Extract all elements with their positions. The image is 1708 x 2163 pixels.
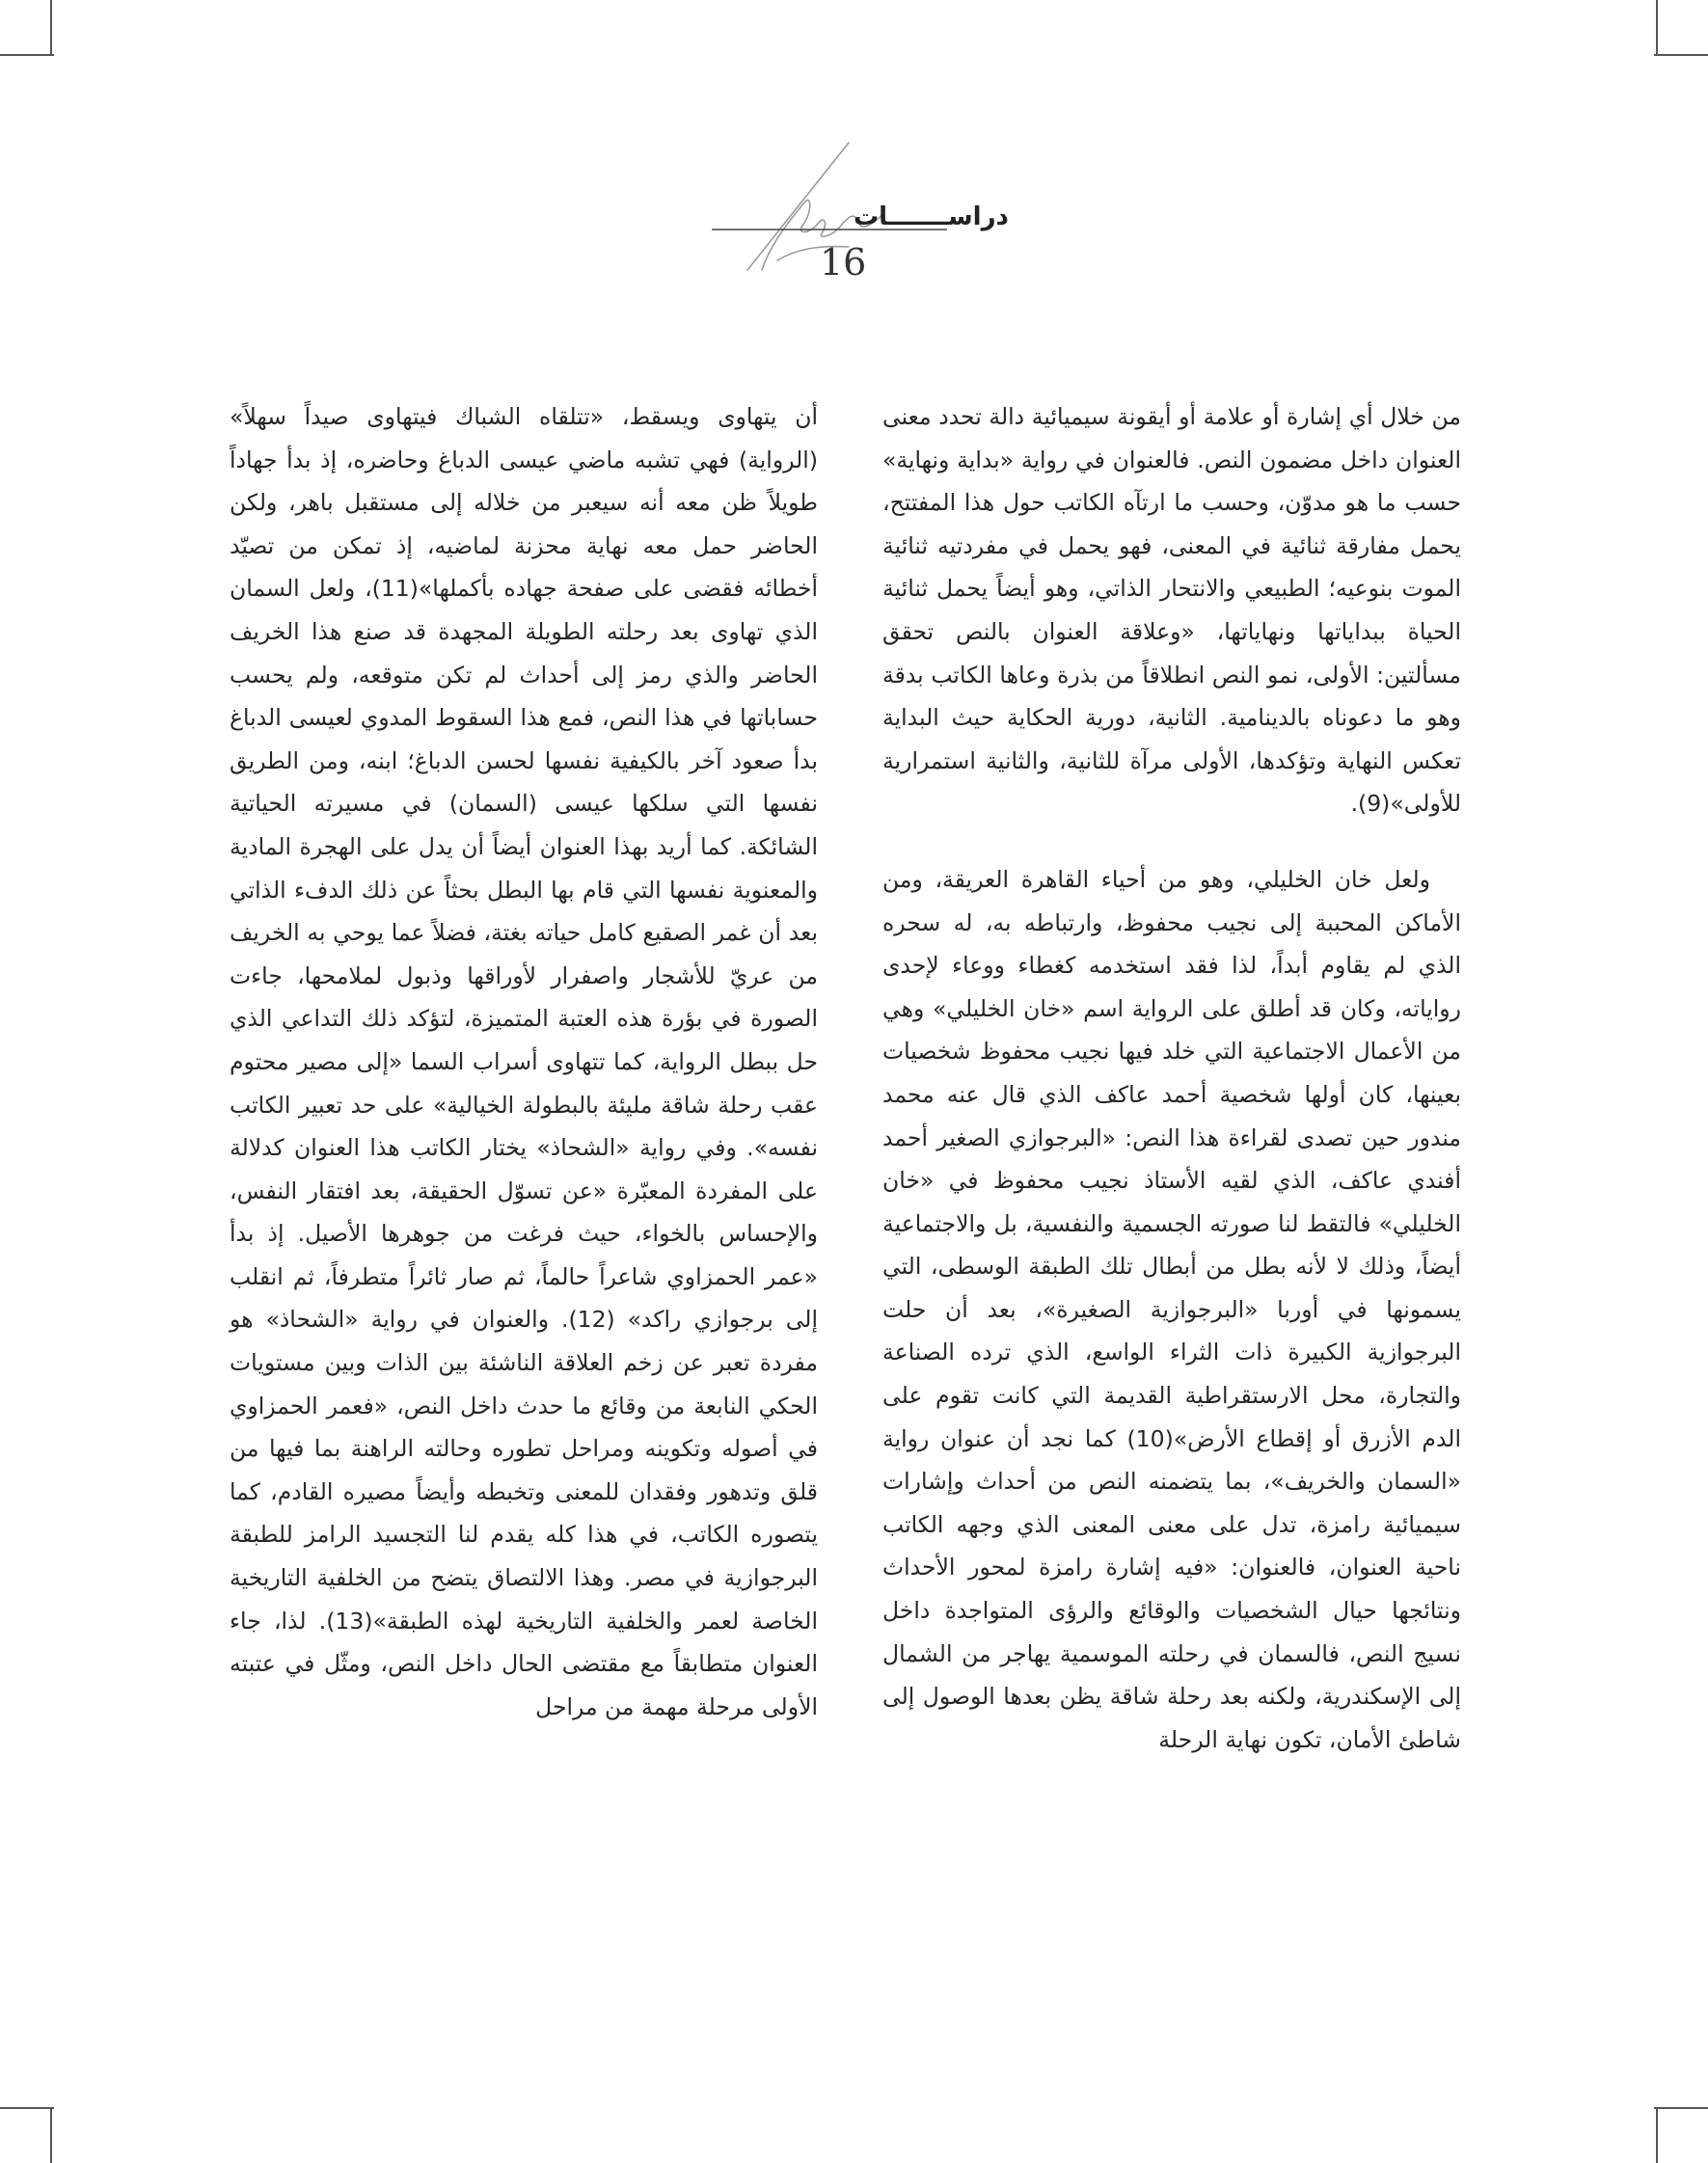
- page-number: 16: [820, 241, 867, 284]
- crop-mark: [1654, 54, 1708, 56]
- text-column-right: [882, 395, 1461, 1761]
- text-column-left: [230, 395, 818, 1728]
- crop-mark: [50, 0, 52, 56]
- paragraph: من خلال أي إشارة أو علامة أو أيقونة سيميائية دالة تحدد معنى العنوان داخل مضمون النص. فالعنوان في رواية «بداية ونهاية» حسب ما هو مدوّن، وحسب ما ارتآه الكاتب حول هذا المفتتح، يحمل مفارقة ثنائية في المعنى، فهو يحمل في مفردتيه ثنائية الموت بنوعيه؛ الطبيعي والانتحار الذاتي، وهو أيضاً يحمل ثنائية الحياة ببداياتها ونهاياتها، «وعلاقة العنوان بالنص تحقق مسألتين: الأولى، نمو النص انطلاقاً من بذرة وعاها الكاتب بدقة وهو ما دعوناه بالدينامية. الثانية، دورية الحكاية حيث البداية تعكس النهاية وتؤكدها، الأولى مرآة للثانية، والثانية استمرارية للأولى»(9).: [882, 403, 1461, 818]
- page-header: [675, 125, 1009, 289]
- crop-mark: [50, 2107, 52, 2163]
- section-label: دراســـــــات: [854, 203, 1009, 231]
- crop-mark: [0, 54, 54, 56]
- crop-mark: [1656, 2107, 1658, 2163]
- paragraph: أن يتهاوى ويسقط، «تتلقاه الشباك فيتهاوى صيداً سهلاً» (الرواية) فهي تشبه ماضي عيسى الدباغ وحاضره، إذ بدأ جهاداً طويلاً ظن معه أنه سيعبر من خلاله إلى مستقبل باهر، ولكن الحاضر حمل معه نهاية محزنة لماضيه، إذ تمكن من تصيّد أخطائه فقضى على صفحة جهاده بأكملها»(11)، ولعل السمان الذي تهاوى بعد رحلته الطويلة المجهدة قد صنع هذا الخريف الحاضر والذي رمز إلى أحداث لم تكن متوقعه، ولم يحسب حساباتها في هذا النص، فمع هذا السقوط المدوي لعيسى الدباغ بدأ صعود آخر بالكيفية نفسها لحسن الدباغ؛ ابنه، ومن الطريق نفسها التي سلكها عيسى (السمان) في مسيرته الحياتية الشائكة. كما أريد بهذا العنوان أيضاً أن يدل على الهجرة المادية والمعنوية نفسها التي قام بها البطل بحثاً عن ذلك الدفء الذاتي بعد أن غمر الصقيع كامل حياته بغتة، فضلاً عما يوحي به الخريف من عريّ للأشجار واصفرار لأوراقها وذبول لملامحها، جاءت الصورة في بؤرة هذه العتبة المتميزة، لتؤكد ذلك التداعي الذي حل ببطل الرواية، كما تتهاوى أسراب السما «إلى مصير محتوم عقب رحلة شاقة مليئة بالبطولة الخيالية» على حد تعبير الكاتب نفسه». وفي رواية «الشحاذ» يختار الكاتب هذا العنوان كدلالة على المفردة المعبّرة «عن تسوّل الحقيقة، بعد افتقار النفس، والإحساس بالخواء، حيث فرغت من جوهرها الأصيل. إذ بدأ «عمر الحمزاوي شاعراً حالماً، ثم صار ثائراً متطرفاً، ثم انقلب إلى برجوازي راكد» (12). والعنوان في رواية «الشحاذ» هو مفردة تعبر عن زخم العلاقة الناشئة بين الذات وبين مستويات الحكي النابعة من وقائع ما حدث داخل النص، «فعمر الحمزاوي في أصوله وتكوينه ومراحل تطوره وحالته الراهنة بما فيها من قلق وتدهور وفقدان للمعنى وتخبطه وأيضاً مصيره القادم، كما يتصوره الكاتب، في هذا كله يقدم لنا التجسيد الرامز للطبقة البرجوازية في مصر. وهذا الالتصاق يتضح من الخلفية التاريخية الخاصة لعمر والخلفية التاريخية لهذه الطبقة»(13). لذا، جاء العنوان متطابقاً مع مقتضى الحال داخل النص، ومثّل في عتبته الأولى مرحلة مهمة من مراحل: [230, 403, 818, 1720]
- paragraph: ولعل خان الخليلي، وهو من أحياء القاهرة العريقة، ومن الأماكن المحببة إلى نجيب محفوظ، وارتباطه به، له سحره الذي لم يقاوم أبداً، لذا فقد استخدمه كغطاء ووعاء لإحدى رواياته، وكان قد أطلق على الرواية اسم «خان الخليلي» وهي من الأعمال الاجتماعية التي خلد فيها نجيب محفوظ شخصيات بعينها، كان أولها شخصية أحمد عاكف الذي قال عنه محمد مندور حين تصدى لقراءة هذا النص: «البرجوازي الصغير أحمد أفندي عاكف، الذي لقيه الأستاذ نجيب محفوظ في «خان الخليلي» فالتقط لنا صورته الجسمية والنفسية، بل والاجتماعية أيضاً، وذلك لا لأنه بطل من أبطال تلك الطبقة الوسطى، التي يسمونها في أوربا «البرجوازية الصغيرة»، بعد أن حلت البرجوازية الكبيرة ذات الثراء الواسع، الذي ترده الصناعة والتجارة، محل الارستقراطية القديمة التي كانت تقوم على الدم الأزرق أو إقطاع الأرض»(10) كما نجد أن عنوان رواية «السمان والخريف»، بما يتضمنه النص من أحداث وإشارات سيميائية رامزة، تدل على معنى المعنى الذي وجهه الكاتب ناحية العنوان، فالعنوان: «فيه إشارة رامزة لمحور الأحداث ونتائجها حيال الشخصيات والوقائع والرؤى المتواجدة داخل نسيج النص، فالسمان في رحلته الموسمية يهاجر من الشمال إلى الإسكندرية، ولكنه بعد رحلة شاقة يظن بعدها الوصول إلى شاطئ الأمان، تكون نهاية الرحلة: [882, 865, 1461, 1753]
- crop-mark: [1654, 2107, 1708, 2109]
- crop-mark: [1656, 0, 1658, 56]
- crop-mark: [0, 2107, 54, 2109]
